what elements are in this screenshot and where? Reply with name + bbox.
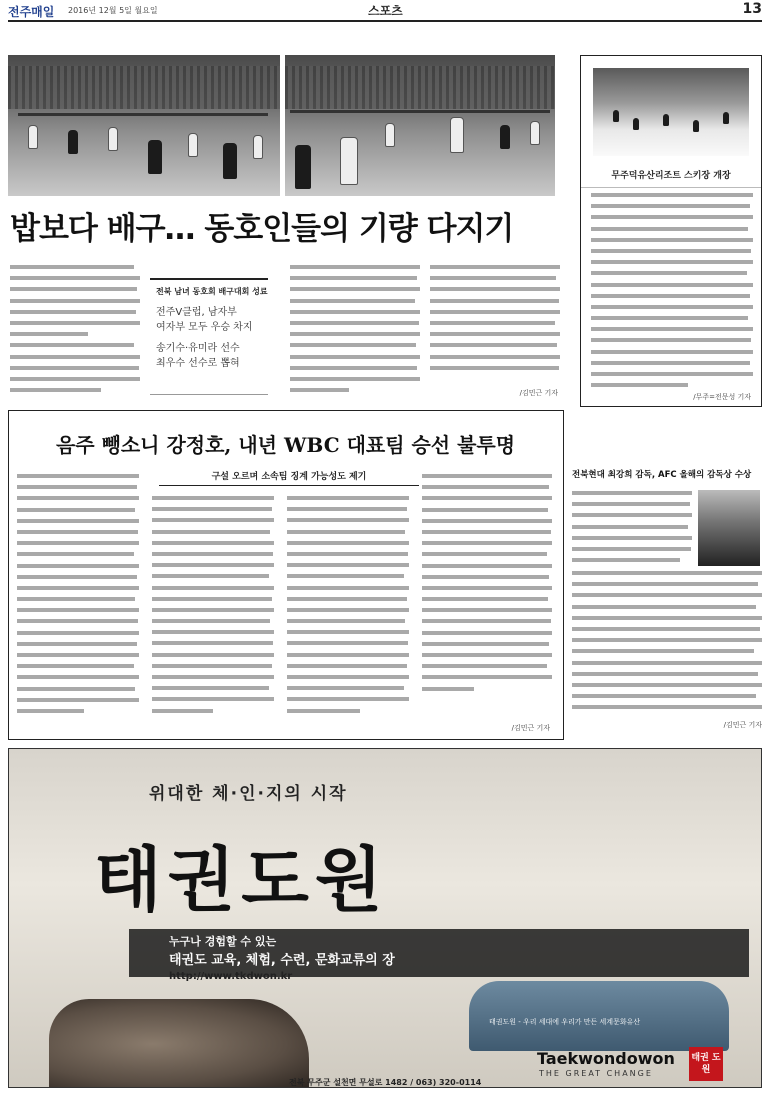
wbc-col1	[17, 471, 139, 733]
ski-photo	[593, 68, 749, 156]
ad-building-image	[469, 981, 729, 1051]
wbc-col2	[152, 493, 274, 733]
ski-article-box	[580, 55, 762, 407]
coach-article-byline: /김민근 기자	[723, 721, 762, 729]
ad-hands-image	[49, 999, 309, 1088]
wbc-col3	[287, 493, 409, 733]
subhead-line: 최우수 선수로 뽑혀	[156, 358, 240, 369]
ad-logo-text: 태권도원	[94, 838, 389, 921]
page-header	[8, 0, 762, 22]
issue-date: 2016년 12월 5일 월요일	[68, 6, 158, 15]
wbc-kicker: 구설 오르며 소속팀 징계 가능성도 제기	[159, 469, 419, 486]
main-article-subhead-box	[150, 278, 268, 395]
ad-footer-address: 전북 무주군 설천면 무설로 1482 / 063) 320-0114	[289, 1078, 482, 1087]
ski-article-body	[591, 190, 753, 388]
section-title: 스포츠	[368, 4, 403, 18]
ad-brand-tagline: THE GREAT CHANGE	[539, 1069, 653, 1078]
wbc-byline: /김민근 기자	[511, 724, 550, 732]
ski-caption: 무주덕유산리조트 스키장 개장	[581, 168, 761, 188]
ad-url: http://www.tkdwon.kr	[169, 971, 293, 982]
main-article-byline: /김민근 기자	[519, 389, 558, 397]
coach-headline: 전북현대 최강희 감독, AFC 올해의 감독상 수상	[572, 470, 752, 480]
wbc-col4	[422, 471, 552, 716]
ad-brand-badge: 태권 도원	[689, 1047, 723, 1081]
subhead-line: 전주V클럽, 남자부	[156, 307, 237, 318]
volleyball-photo-left	[8, 55, 280, 196]
main-article-col1	[10, 262, 140, 402]
ad-slogan: 위대한 체·인·지의 시작	[149, 784, 348, 804]
subhead-line: 송기수·유미라 선수	[156, 343, 240, 354]
coach-portrait-photo	[698, 490, 760, 566]
newspaper-brand: 전주매일	[8, 5, 55, 19]
wbc-article-box	[8, 410, 564, 740]
ad-building-caption: 태권도원 - 우리 세대에 우리가 만든 세계문화유산	[489, 1018, 641, 1026]
wbc-headline: 음주 뺑소니 강정호, 내년 WBC 대표팀 승선 불투명	[55, 433, 516, 457]
main-article-col4	[430, 262, 560, 390]
ad-brand-en: Taekwondowon	[537, 1049, 675, 1068]
ad-band-line1: 누구나 경험할 수 있는	[169, 935, 277, 948]
coach-article-col1	[572, 488, 692, 568]
taekwondowon-advertisement	[8, 748, 762, 1088]
volleyball-photo-right	[285, 55, 555, 196]
subhead-title: 전북 남녀 동호회 배구대회 성료	[156, 287, 268, 296]
page-number: 13	[742, 1, 762, 17]
coach-article-body	[572, 568, 762, 718]
main-headline: 밥보다 배구… 동호인들의 기량 다지기	[10, 211, 514, 247]
ski-article-byline: /무주=전문성 기자	[693, 393, 751, 401]
main-article-col3	[290, 262, 420, 402]
subhead-line: 여자부 모두 우승 차지	[156, 322, 253, 333]
ad-band-line2: 태권도 교육, 체험, 수련, 문화교류의 장	[169, 953, 395, 968]
